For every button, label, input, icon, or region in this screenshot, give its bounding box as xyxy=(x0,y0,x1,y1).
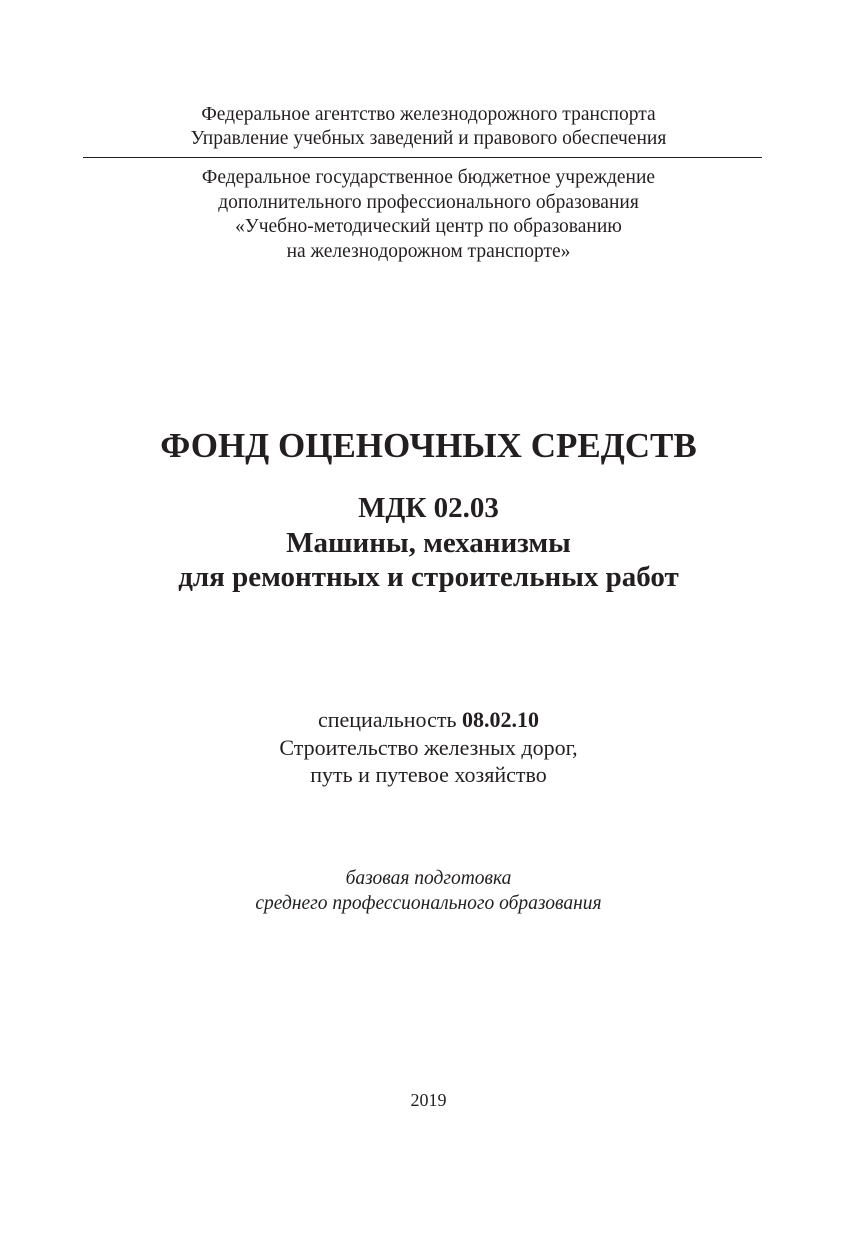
institution-line: «Учебно-методический центр по образованию xyxy=(235,216,622,237)
agency-header xyxy=(0,103,857,151)
level-line: базовая подготовка xyxy=(345,868,512,889)
specialty-block xyxy=(0,706,857,789)
subject-name-line: для ремонтных и строительных работ xyxy=(178,561,679,593)
specialty-name-line: путь и путевое хозяйство xyxy=(310,762,547,787)
level-line: среднего профессионального образования xyxy=(255,893,602,914)
specialty-code: 08.02.10 xyxy=(462,707,540,732)
subject-code: МДК 02.03 xyxy=(358,492,499,524)
specialty-name-line: Строительство железных дорог, xyxy=(279,734,578,760)
specialty-line xyxy=(0,706,857,734)
year-text: 2019 xyxy=(410,1090,447,1110)
institution-header xyxy=(0,166,857,264)
institution-line: Федеральное государственное бюджетное учреждение xyxy=(201,167,656,188)
subject-block xyxy=(0,491,857,595)
header-divider xyxy=(83,157,762,158)
education-level xyxy=(0,866,857,916)
agency-name: Федеральное агентство железнодорожного транспорта xyxy=(201,104,656,125)
main-title-text: ФОНД ОЦЕНОЧНЫХ СРЕДСТВ xyxy=(160,426,697,465)
publication-year xyxy=(0,1089,857,1111)
institution-line: на железнодорожном транспорте» xyxy=(286,240,571,262)
document-title xyxy=(0,424,857,468)
specialty-label: специальность xyxy=(317,707,463,732)
department-name: Управление учебных заведений и правового обеспечения xyxy=(190,128,667,149)
subject-name-line: Машины, механизмы xyxy=(286,526,571,559)
institution-line: дополнительного профессионального образования xyxy=(218,191,639,213)
